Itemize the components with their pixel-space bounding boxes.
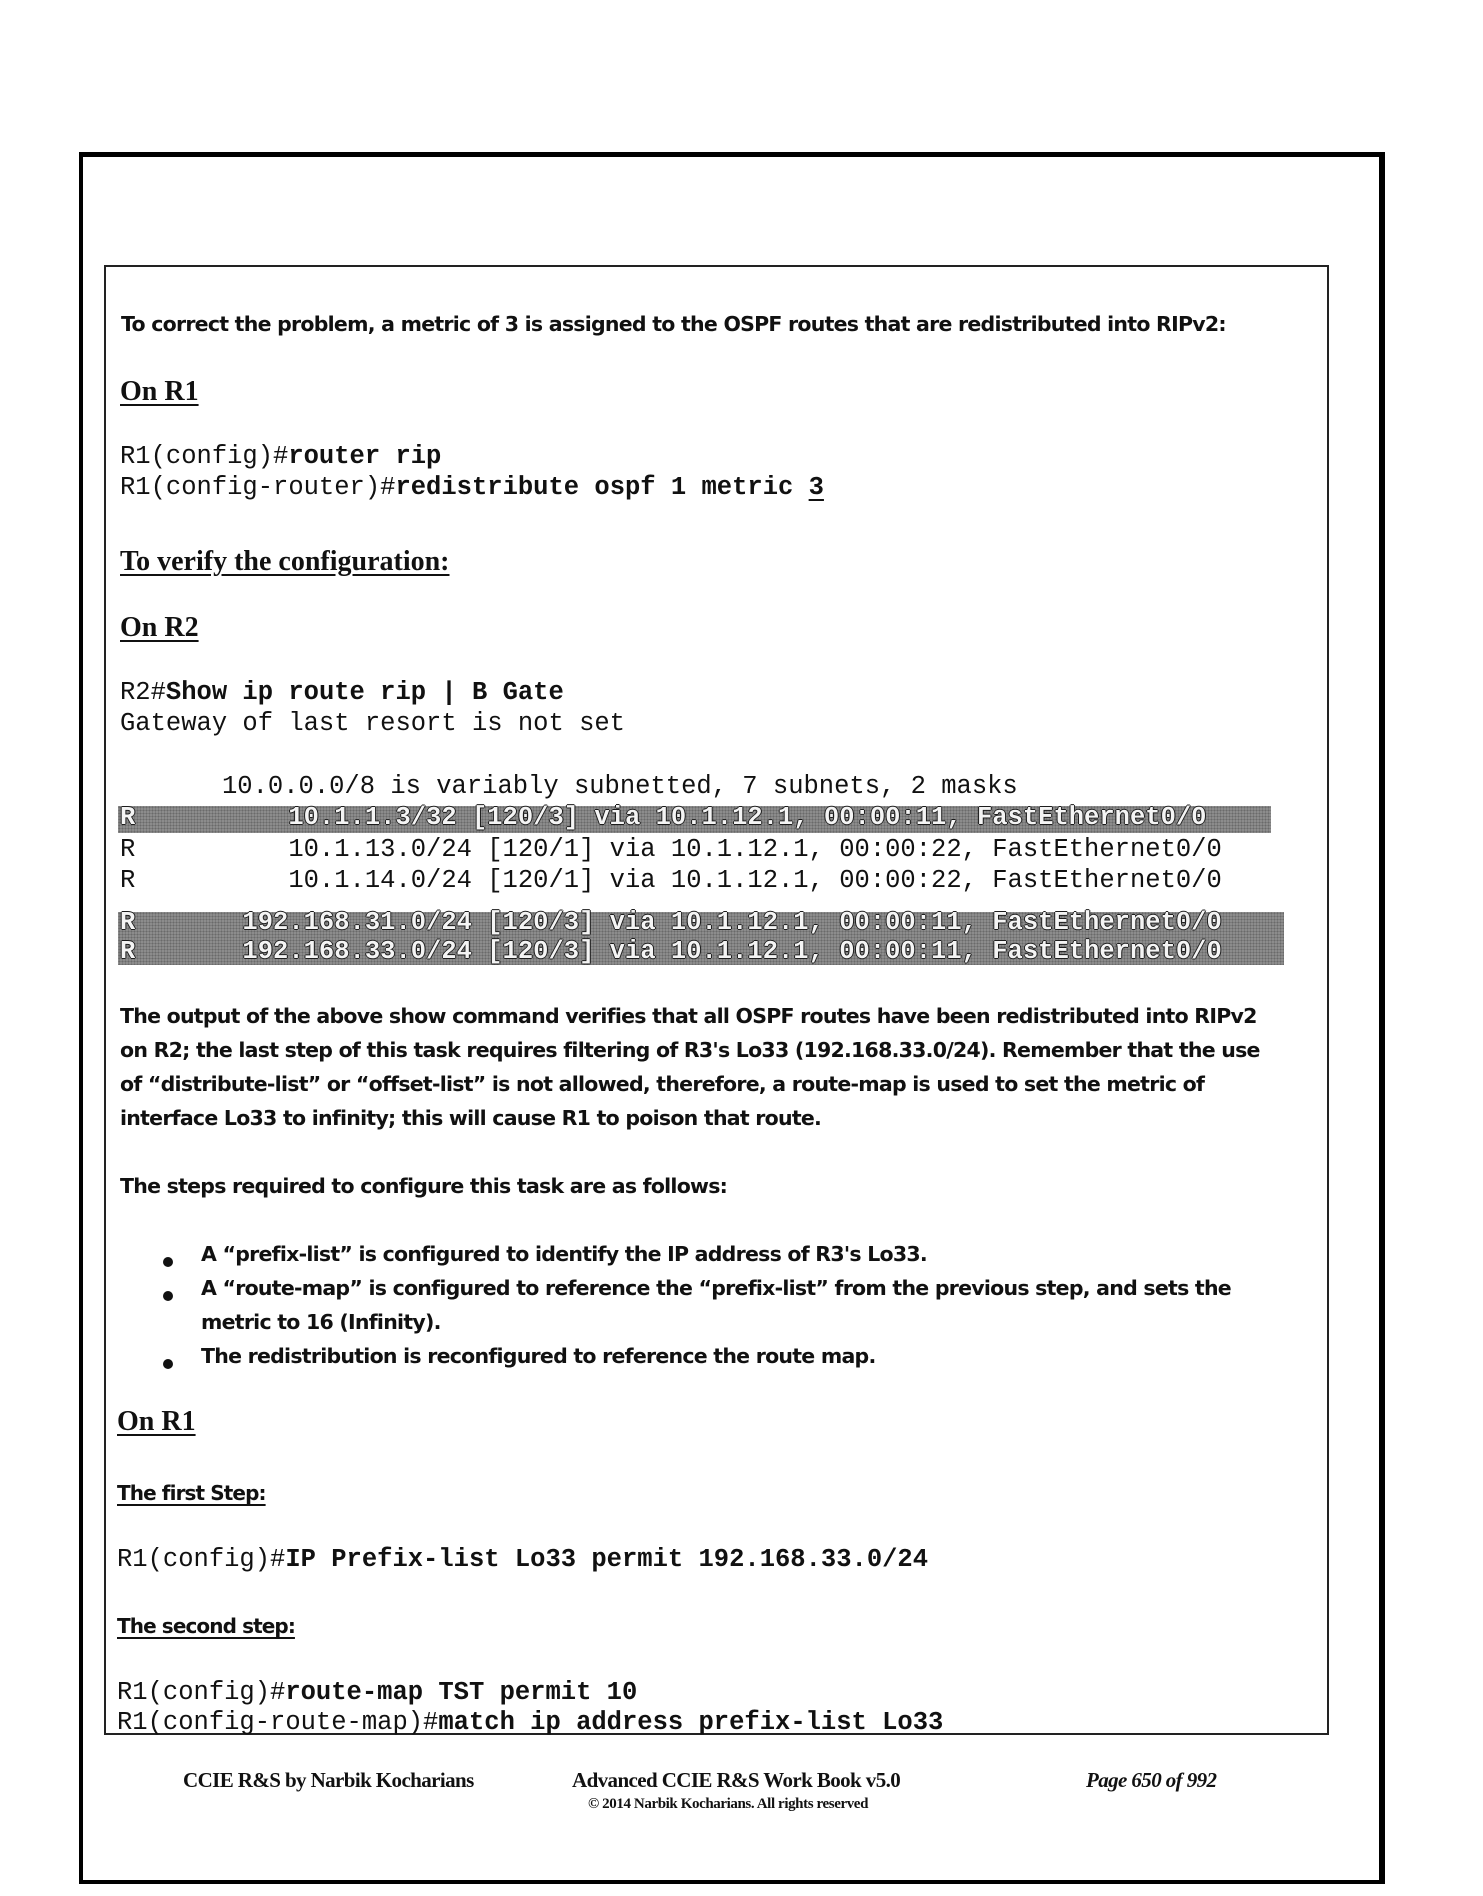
- subnet-line: 10.0.0.0/8 is variably subnetted, 7 subnets, 2 masks: [222, 772, 1018, 801]
- code-prompt: R1(config-router)#: [120, 473, 396, 502]
- code-command: IP Prefix-list Lo33 permit 192.168.33.0/24: [285, 1545, 929, 1574]
- first-step-label: The first Step:: [117, 1481, 266, 1505]
- heading-verify: To verify the configuration:: [120, 546, 450, 577]
- code-prompt: R1(config)#: [120, 442, 289, 471]
- footer-copyright: © 2014 Narbik Kocharians. All rights reserved: [588, 1796, 869, 1812]
- step-item: A “route-map” is configured to reference the “prefix-list” from the previous step, and sets the: [201, 1276, 1231, 1300]
- bullet-icon: [163, 1291, 173, 1301]
- code-command: Show ip route rip | B Gate: [165, 678, 564, 707]
- bullet-icon: [163, 1359, 173, 1369]
- heading-on-r1: On R1: [120, 376, 199, 407]
- code-command: route-map TST permit 10: [285, 1678, 638, 1707]
- route-row: R 10.1.13.0/24 [120/1] via 10.1.12.1, 00:00:22, FastEthernet0/0: [120, 835, 1222, 864]
- code-prompt: R1(config)#: [117, 1545, 286, 1574]
- bullet-icon: [163, 1257, 173, 1267]
- footer-book-title: Advanced CCIE R&S Work Book v5.0: [572, 1768, 901, 1792]
- code-line: [117, 1678, 637, 1707]
- route-row: R 10.1.1.3/32 [120/3] via 10.1.12.1, 00:00:11, FastEthernet0/0: [120, 803, 1207, 832]
- steps-intro: The steps required to configure this task are as follows:: [120, 1174, 728, 1198]
- gateway-line: Gateway of last resort is not set: [120, 709, 625, 738]
- code-prompt: R1(config-route-map)#: [117, 1708, 439, 1737]
- code-line: [120, 442, 441, 471]
- code-prompt: R2#: [120, 678, 166, 707]
- explanation-line: on R2; the last step of this task requires filtering of R3's Lo33 (192.168.33.0/24). Remember that the use: [120, 1038, 1260, 1062]
- heading-on-r1-second: On R1: [117, 1406, 196, 1437]
- footer-page-number: Page 650 of 992: [1086, 1768, 1217, 1792]
- code-prompt: R1(config)#: [117, 1678, 286, 1707]
- route-row: R 192.168.33.0/24 [120/3] via 10.1.12.1, 00:00:11, FastEthernet0/0: [120, 937, 1222, 966]
- step-item: A “prefix-list” is configured to identify the IP address of R3's Lo33.: [201, 1242, 927, 1266]
- footer-author: CCIE R&S by Narbik Kocharians: [183, 1768, 474, 1792]
- route-row: R 10.1.14.0/24 [120/1] via 10.1.12.1, 00:00:22, FastEthernet0/0: [120, 866, 1222, 895]
- metric-value: 3: [808, 473, 824, 502]
- code-command: router rip: [288, 442, 442, 471]
- route-row: R 192.168.31.0/24 [120/3] via 10.1.12.1, 00:00:11, FastEthernet0/0: [120, 908, 1222, 937]
- code-command: match ip address prefix-list Lo33: [438, 1708, 944, 1737]
- code-line: [120, 473, 824, 502]
- step-item: The redistribution is reconfigured to reference the route map.: [201, 1344, 876, 1368]
- code-line: [117, 1545, 928, 1574]
- intro-text: To correct the problem, a metric of 3 is assigned to the OSPF routes that are redistributed into RIPv2:: [121, 312, 1226, 336]
- code-command: redistribute ospf 1 metric: [395, 473, 809, 502]
- explanation-line: of “distribute-list” or “offset-list” is not allowed, therefore, a route-map is used to set the metric of: [120, 1072, 1205, 1096]
- explanation-line: interface Lo33 to infinity; this will cause R1 to poison that route.: [120, 1106, 822, 1130]
- show-command-line: [120, 678, 564, 707]
- second-step-label: The second step:: [117, 1614, 295, 1638]
- heading-on-r2: On R2: [120, 612, 199, 643]
- step-item-continuation: metric to 16 (Infinity).: [201, 1310, 441, 1334]
- code-line: [117, 1708, 943, 1737]
- explanation-line: The output of the above show command verifies that all OSPF routes have been redistributed into RIPv2: [120, 1004, 1257, 1028]
